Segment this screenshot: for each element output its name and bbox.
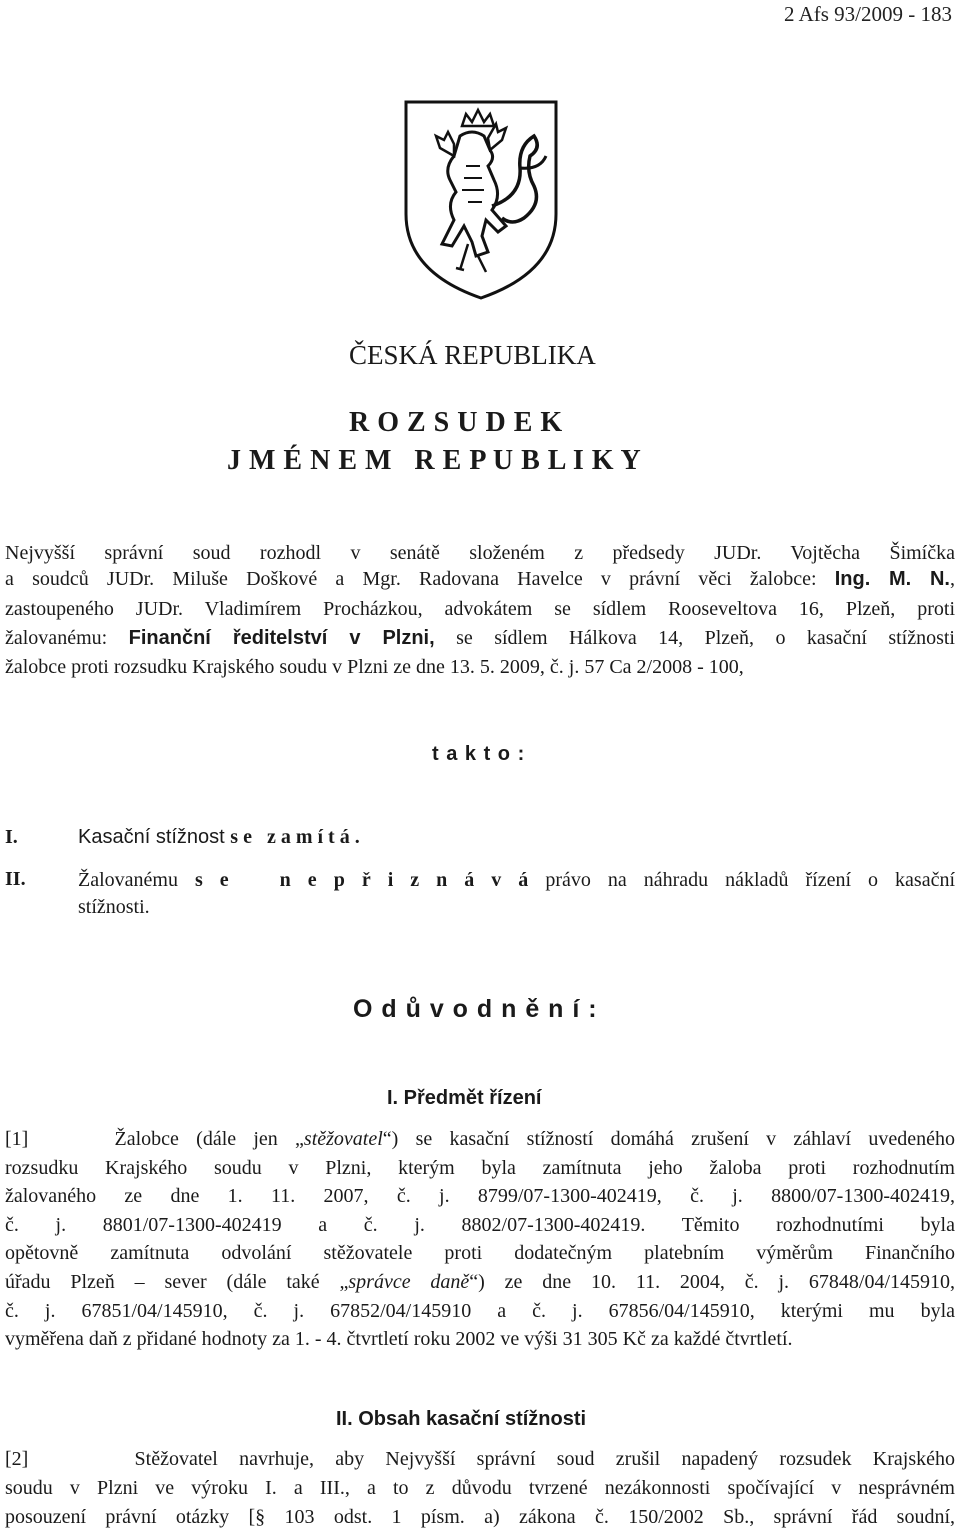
coat-of-arms-icon <box>402 96 560 302</box>
section2-line-1 <box>5 1447 955 1472</box>
section1-line-6-part-1: úřadu Plzeň – sever (dále také „ <box>5 1271 349 1293</box>
section-1-heading: I. Předmět řízení <box>387 1087 542 1109</box>
section1-line-4 <box>5 1213 955 1238</box>
intro-line-1: Nejvyšší správní soud rozhodl v senátě složeném z předsedy JUDr. Vojtěcha Šimíčka <box>5 542 955 564</box>
section1-line-8 <box>5 1327 955 1352</box>
intro-line-2-end: , <box>950 568 955 590</box>
section1-line-6 <box>5 1270 955 1295</box>
section2-line-1-part-1: [2] Stěžovatel navrhuje, aby Nejvyšší správní soud zrušil napadený rozsudek Krajského <box>5 1448 955 1470</box>
section1-line-4-part-1: č. j. 8801/07-1300-402419 a č. j. 8802/07-1300-402419. Těmito rozhodnutími byla <box>5 1213 955 1236</box>
intro-line-2 <box>5 567 955 592</box>
ruling-text-2 <box>78 868 955 893</box>
section1-line-8-part-1: vyměřena daň z přidané hodnoty za 1. - 4. čtvrtletí roku 2002 ve výši 31 305 Kč za každé čtvrtletí. <box>5 1328 793 1351</box>
section1-line-3 <box>5 1184 955 1209</box>
verdict-title: R O Z S U D E K <box>349 407 563 438</box>
intro-line-5: žalobce proti rozsudku Krajského soudu v Plzni ze dne 13. 5. 2009, č. j. 57 Ca 2/2008 - 100, <box>5 656 744 678</box>
section2-line-3 <box>5 1505 955 1530</box>
intro-line-3: zastoupeného JUDr. Vladimírem Procházkou, advokátem se sídlem Rooseveltova 16, Plzeň, proti <box>5 598 955 620</box>
section2-line-3-part-1: posouzení právní otázky [§ 103 odst. 1 písm. a) zákona č. 150/2002 Sb., správní řád soudní, <box>5 1506 955 1528</box>
ruling-2-start: Žalovanému <box>78 869 195 891</box>
verdict-subtitle <box>227 445 641 477</box>
plaintiff-name: Ing. M. N. <box>834 568 950 590</box>
section1-line-3-part-1: žalovaného ze dne 1. 11. 2007, č. j. 8799/07-1300-402419, č. j. 8800/07-1300-402419, <box>5 1185 955 1208</box>
section1-line-5-part-1: opětovně zamítnuta odvolání stěžovatele proti dodatečným platebním výměrům Finančního <box>5 1242 955 1265</box>
section1-line-2 <box>5 1156 955 1181</box>
ruling-2-end: právo na náhradu nákladů řízení o kasační <box>528 869 956 891</box>
section1-line-6-part-3: “) ze dne 10. 11. 2004, č. j. 67848/04/145910, <box>469 1271 955 1293</box>
reasoning-title: O d ů v o d n ě n í : <box>353 995 598 1023</box>
intro-line-2-start: a soudců JUDr. Miluše Doškové a Mgr. Radovana Havelce v právní věci žalobce: <box>5 568 835 590</box>
intro-line-4 <box>5 626 955 651</box>
defendant-name: Finanční ředitelství v Plzni, <box>128 627 435 649</box>
ruling-2-verb: s e n e p ř i z n á v á <box>194 869 529 891</box>
section-2-heading: II. Obsah kasační stížnosti <box>336 1408 587 1430</box>
section1-line-1-part-1: [1] Žalobce (dále jen „ <box>5 1128 304 1150</box>
ruling-text-1 <box>78 826 360 849</box>
section2-line-2 <box>5 1476 955 1501</box>
case-reference: 2 Afs 93/2009 - 183 <box>784 2 952 26</box>
verdict-subtitle-text: J M É N E M R E P U B L I K Y <box>227 445 642 476</box>
ruling-numeral-2: II. <box>5 868 26 890</box>
ruling-1-start: Kasační stížnost <box>78 826 231 848</box>
section1-line-1-part-2: stěžovatel <box>303 1128 383 1150</box>
intro-line-4-end: se sídlem Hálkova 14, Plzeň, o kasační stížnosti <box>434 627 955 649</box>
section1-line-1-part-3: “) se kasační stížností domáhá zrušení v záhlaví uvedeného <box>382 1128 955 1150</box>
section1-line-5 <box>5 1241 955 1266</box>
section1-line-2-part-1: rozsudku Krajského soudu v Plzni, kterým byla zamítnuta jeho žaloba proti rozhodnutím <box>5 1156 955 1179</box>
section1-line-7-part-1: č. j. 67851/04/145910, č. j. 67852/04/145910 a č. j. 67856/04/145910, kterými mu byla <box>5 1299 955 1322</box>
section1-line-7 <box>5 1299 955 1324</box>
takto-heading: t a k t o : <box>432 743 526 765</box>
intro-line-4-start: žalovanému: <box>5 627 129 649</box>
ruling-numeral-1: I. <box>5 826 18 848</box>
section1-line-1 <box>5 1127 955 1152</box>
section2-line-2-part-1: soudu v Plzni ve výroku I. a III., a to z důvodu tvrzené nezákonnosti spočívající v nesprávném <box>5 1477 955 1499</box>
ruling-1-verb: s e z a m í t á . <box>230 826 360 848</box>
country-heading: ČESKÁ REPUBLIKA <box>349 340 596 370</box>
ruling-2-continuation: stížnosti. <box>78 896 150 918</box>
section1-line-6-part-2: správce daně <box>348 1271 470 1293</box>
